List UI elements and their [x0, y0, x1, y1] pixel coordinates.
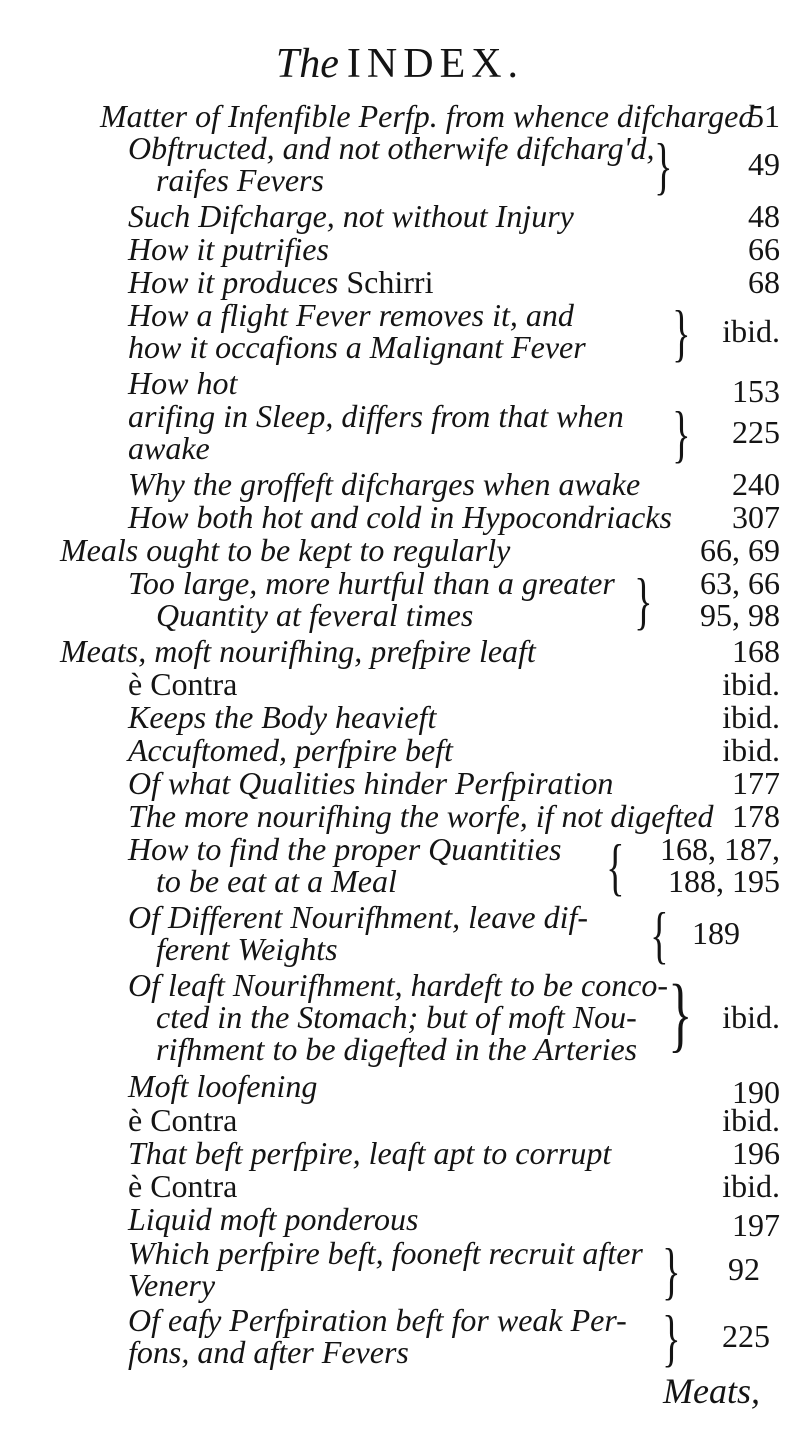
entry-page: 48 [748, 198, 780, 234]
entry-page: 63, 66 [700, 565, 780, 601]
entry-text: How a flight Fever removes it, and [128, 297, 574, 333]
entry-text: Too large, more hurtful than a greater [128, 565, 615, 601]
page-title [0, 40, 800, 88]
entry-page: 240 [732, 466, 780, 502]
entry-page: 307 [732, 499, 780, 535]
entry-text-continued: Venery [128, 1267, 216, 1303]
entry-page: 168, 187, [660, 831, 780, 867]
entry-text-continued: rifhment to be digefted in the Arteries [156, 1031, 638, 1067]
entry-page: ibid. [722, 999, 780, 1035]
index-entry [100, 128, 780, 200]
entry-text: Obftructed, and not otherwife difcharg'd, [128, 130, 655, 166]
entry-text: Meats, moft nourifhing, prefpire leaft [60, 633, 536, 669]
entry-page: 51 [748, 98, 780, 134]
entry-text: Of what Qualities hinder Perfpiration [128, 765, 614, 801]
entry-text-continued: Quantity at feveral times [156, 597, 474, 633]
title-index: INDEX. [346, 41, 525, 87]
entry-text: How both hot and cold in Hypocondriacks [128, 499, 672, 535]
brace-icon: } [668, 968, 693, 1061]
entry-page: ibid. [722, 1102, 780, 1138]
entry-text: How to find the proper Quantities [128, 831, 562, 867]
entry-page: 168 [732, 633, 780, 669]
index-entry [100, 829, 780, 901]
entry-text: Accuftomed, perfpire beft [128, 732, 453, 768]
entry-page: 225 [732, 414, 780, 450]
entry-text: Such Difcharge, not without Injury [128, 198, 574, 234]
entry-page: 190 [732, 1074, 780, 1110]
index-entry [100, 563, 780, 635]
entry-text: Matter of Infenfible Perfp. from whence difcharged [100, 98, 755, 134]
entry-page: 196 [732, 1135, 780, 1171]
entry-page: 225 [722, 1318, 770, 1354]
entry-text: è Contra [128, 1102, 238, 1138]
entry-page: ibid. [722, 699, 780, 735]
entry-page-continued: 188, 195 [668, 863, 780, 899]
entry-text-continued: cted in the Stomach; but of moft Nou- [156, 999, 637, 1035]
brace-icon: { [606, 831, 625, 902]
entry-page: 153 [732, 373, 780, 409]
entry-page: 177 [732, 765, 780, 801]
entry-text-italic: How it produces [128, 264, 339, 300]
entry-text: Moft loofening [128, 1068, 318, 1104]
brace-icon: } [672, 398, 691, 469]
brace-icon: } [654, 130, 673, 201]
entry-text: Which perfpire beft, fooneft recruit after [128, 1235, 643, 1271]
entry-page: 68 [748, 264, 780, 300]
entry-text: arifing in Sleep, differs from that when [128, 398, 624, 434]
entry-text: Of eafy Perfpiration beft for weak Per- [128, 1302, 627, 1338]
entry-page-continued: 95, 98 [700, 597, 780, 633]
entry-text: The more nourifhing the worfe, if not digefted [128, 798, 714, 834]
entry-page: 49 [748, 146, 780, 182]
entry-text: Of leaft Nourifhment, hardeft to be conco- [128, 967, 669, 1003]
entry-text: Why the groffeft difcharges when awake [128, 466, 641, 502]
catchword: Meats, [663, 1371, 760, 1411]
entry-page: ibid. [722, 313, 780, 349]
entry-text-roman: Schirri [346, 264, 434, 300]
entry-text-continued: to be eat at a Meal [156, 863, 397, 899]
entry-text: Liquid moft ponderous [128, 1201, 419, 1237]
entry-text: That beft perfpire, leaft apt to corrupt [128, 1135, 612, 1171]
index-entry [100, 965, 780, 1069]
index-entry [100, 1233, 780, 1305]
entry-page: 92 [728, 1251, 760, 1287]
entry-text-continued: awake [128, 430, 210, 466]
brace-icon: } [672, 297, 691, 368]
entry-text: Meals ought to be kept to regularly [60, 532, 511, 568]
entry-page: ibid. [722, 732, 780, 768]
entry-page: 66 [748, 231, 780, 267]
index-entry [100, 295, 780, 367]
brace-icon: } [634, 565, 653, 636]
entry-text: How it putrifies [128, 231, 329, 267]
entry-page: 189 [692, 915, 740, 951]
brace-icon: { [650, 899, 669, 970]
title-the: The [275, 41, 339, 87]
entry-page: 178 [732, 798, 780, 834]
index-entry [100, 1300, 780, 1372]
entry-text-continued: ferent Weights [156, 931, 338, 967]
entry-page: ibid. [722, 666, 780, 702]
brace-icon: } [662, 1302, 681, 1373]
index-entry [100, 897, 780, 969]
entry-text: è Contra [128, 666, 238, 702]
brace-icon: } [662, 1235, 681, 1306]
entry-text: Keeps the Body heavieft [128, 699, 437, 735]
entry-page: 66, 69 [700, 532, 780, 568]
entry-text-continued: fons, and after Fevers [128, 1334, 409, 1370]
entry-text: Of Different Nourifhment, leave dif- [128, 899, 589, 935]
entry-text-continued: raifes Fevers [156, 162, 324, 198]
index-entry [100, 396, 780, 468]
entry-page: 197 [732, 1207, 780, 1243]
entry-text: è Contra [128, 1168, 238, 1204]
entry-page: ibid. [722, 1168, 780, 1204]
entry-text-continued: how it occafions a Malignant Fever [128, 329, 586, 365]
entry-text: How hot [128, 365, 238, 401]
